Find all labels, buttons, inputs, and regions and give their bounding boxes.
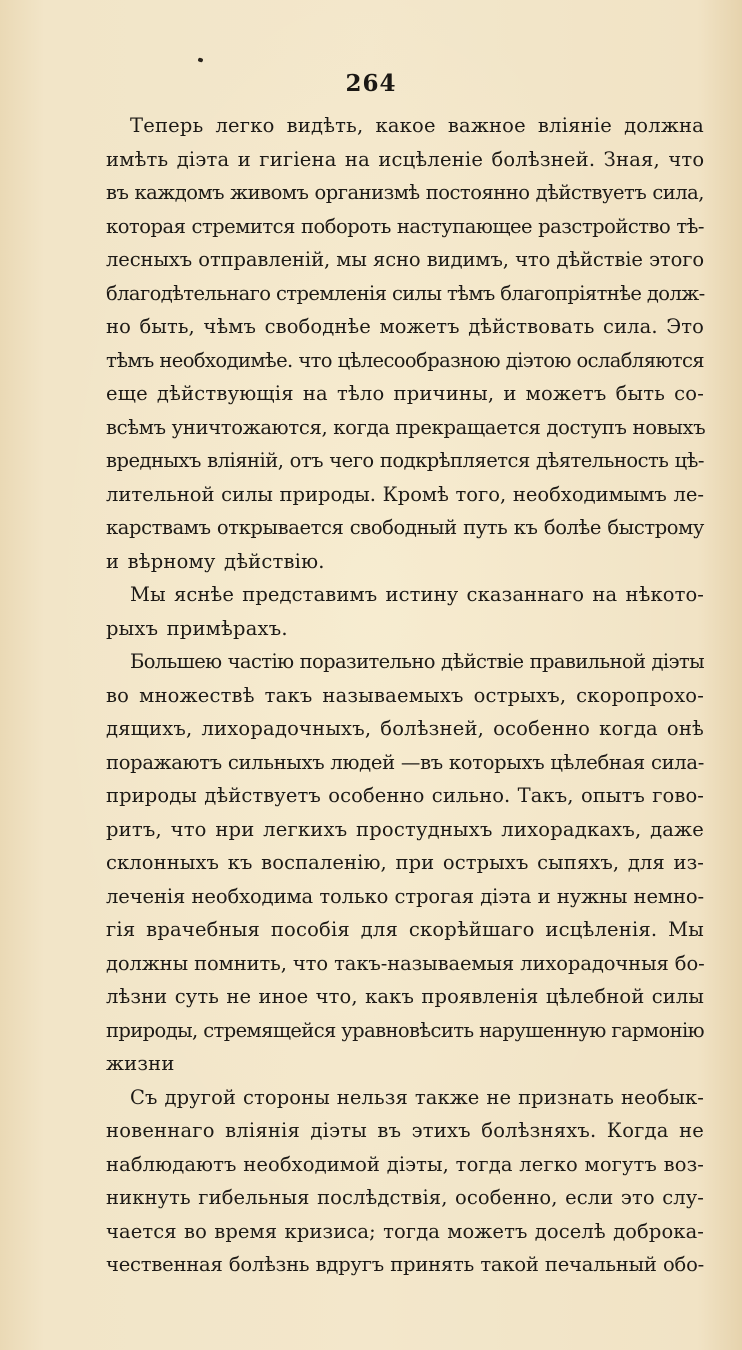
text-line: гія врачебныя пособія для скорѣйшаго исцѣленія. Мы <box>106 918 704 941</box>
text-line: должны помнить, что такъ-называемыя лихорадочныя бо- <box>106 951 705 975</box>
text-line: склонныхъ къ воспаленію, при острыхъ сыпяхъ, для из- <box>106 851 704 874</box>
text-line: Мы яснѣе представимъ истину сказаннаго на нѣкото- <box>130 583 704 606</box>
text-line: поражаютъ сильныхъ людей —въ которыхъ цѣлебная сила- <box>106 750 704 774</box>
text-line: и вѣрному дѣйствію. <box>106 549 325 573</box>
text-line: благодѣтельнаго стремленія силы тѣмъ благопріятнѣе долж- <box>106 281 705 305</box>
text-line: всѣмъ уничтожаются, когда прекращается доступъ новыхъ <box>106 415 706 439</box>
text-line: въ каждомъ живомъ организмѣ постоянно дѣйствуетъ сила, <box>106 181 704 204</box>
text-line: наблюдаютъ необходимой діэты, тогда легко могутъ воз- <box>106 1152 704 1176</box>
text-line: лесныхъ отправленій, мы ясно видимъ, что дѣйствіе этого <box>106 248 704 271</box>
text-line: но быть, чѣмъ свободнѣе можетъ дѣйствовать сила. Это <box>106 315 704 338</box>
text-line: имѣть діэта и гигіена на исцѣленіе болѣзней. Зная, что <box>106 147 705 171</box>
text-line: леченія необходима только строгая діэта и нужны немно- <box>106 884 704 908</box>
text-line: тѣмъ необходимѣе. что цѣлесообразною діэтою ослабляются <box>106 348 704 372</box>
text-line: чественная болѣзнь вдругъ принять такой печальный обо- <box>106 1253 704 1276</box>
ink-speck <box>198 57 204 62</box>
text-line: во множествѣ такъ называемыхъ острыхъ, скоропрохо- <box>106 683 704 707</box>
body-text <box>106 109 704 1282</box>
text-line: новеннаго вліянія діэты въ этихъ болѣзняхъ. Когда не <box>106 1119 704 1142</box>
text-line: Большею частію поразительно дѣйствіе правильной діэты <box>130 650 704 673</box>
text-line: рыхъ примѣрахъ. <box>106 616 288 640</box>
text-line: Съ другой стороны нельзя также не признать необык- <box>130 1085 704 1109</box>
text-line: жизни <box>106 1052 175 1075</box>
text-line: лительной силы природы. Кромѣ того, необходимымъ ле- <box>106 482 704 506</box>
text-line: никнуть гибельныя послѣдствія, особенно, если это слу- <box>106 1186 704 1209</box>
text-line: еще дѣйствующія на тѣло причины, и можетъ быть со- <box>106 382 704 405</box>
text-line: которая стремится побороть наступающее разстройство тѣ- <box>106 214 704 238</box>
text-line: ритъ, что нри легкихъ простудныхъ лихорадкахъ, даже <box>106 817 704 841</box>
text-line: дящихъ, лихорадочныхъ, болѣзней, особенно когда онѣ <box>106 717 704 740</box>
text-line: вредныхъ вліяній, отъ чего подкрѣпляется дѣятельность цѣ- <box>106 449 704 472</box>
text-line: чается во время кризиса; тогда можетъ доселѣ доброка- <box>106 1219 704 1243</box>
text-line: природы, стремящейся уравновѣсить нарушенную гармонію <box>106 1018 704 1042</box>
text-line: лѣзни суть не иное что, какъ проявленія цѣлебной силы <box>106 985 704 1008</box>
text-line: природы дѣйствуетъ особенно сильно. Такъ, опытъ гово- <box>106 784 704 807</box>
text-line: карствамъ открывается свободный путь къ болѣе быстрому <box>106 516 704 539</box>
page-number: 264 <box>345 70 397 97</box>
text-line: Теперь легко видѣть, какое важное вліяніе должна <box>130 114 704 137</box>
